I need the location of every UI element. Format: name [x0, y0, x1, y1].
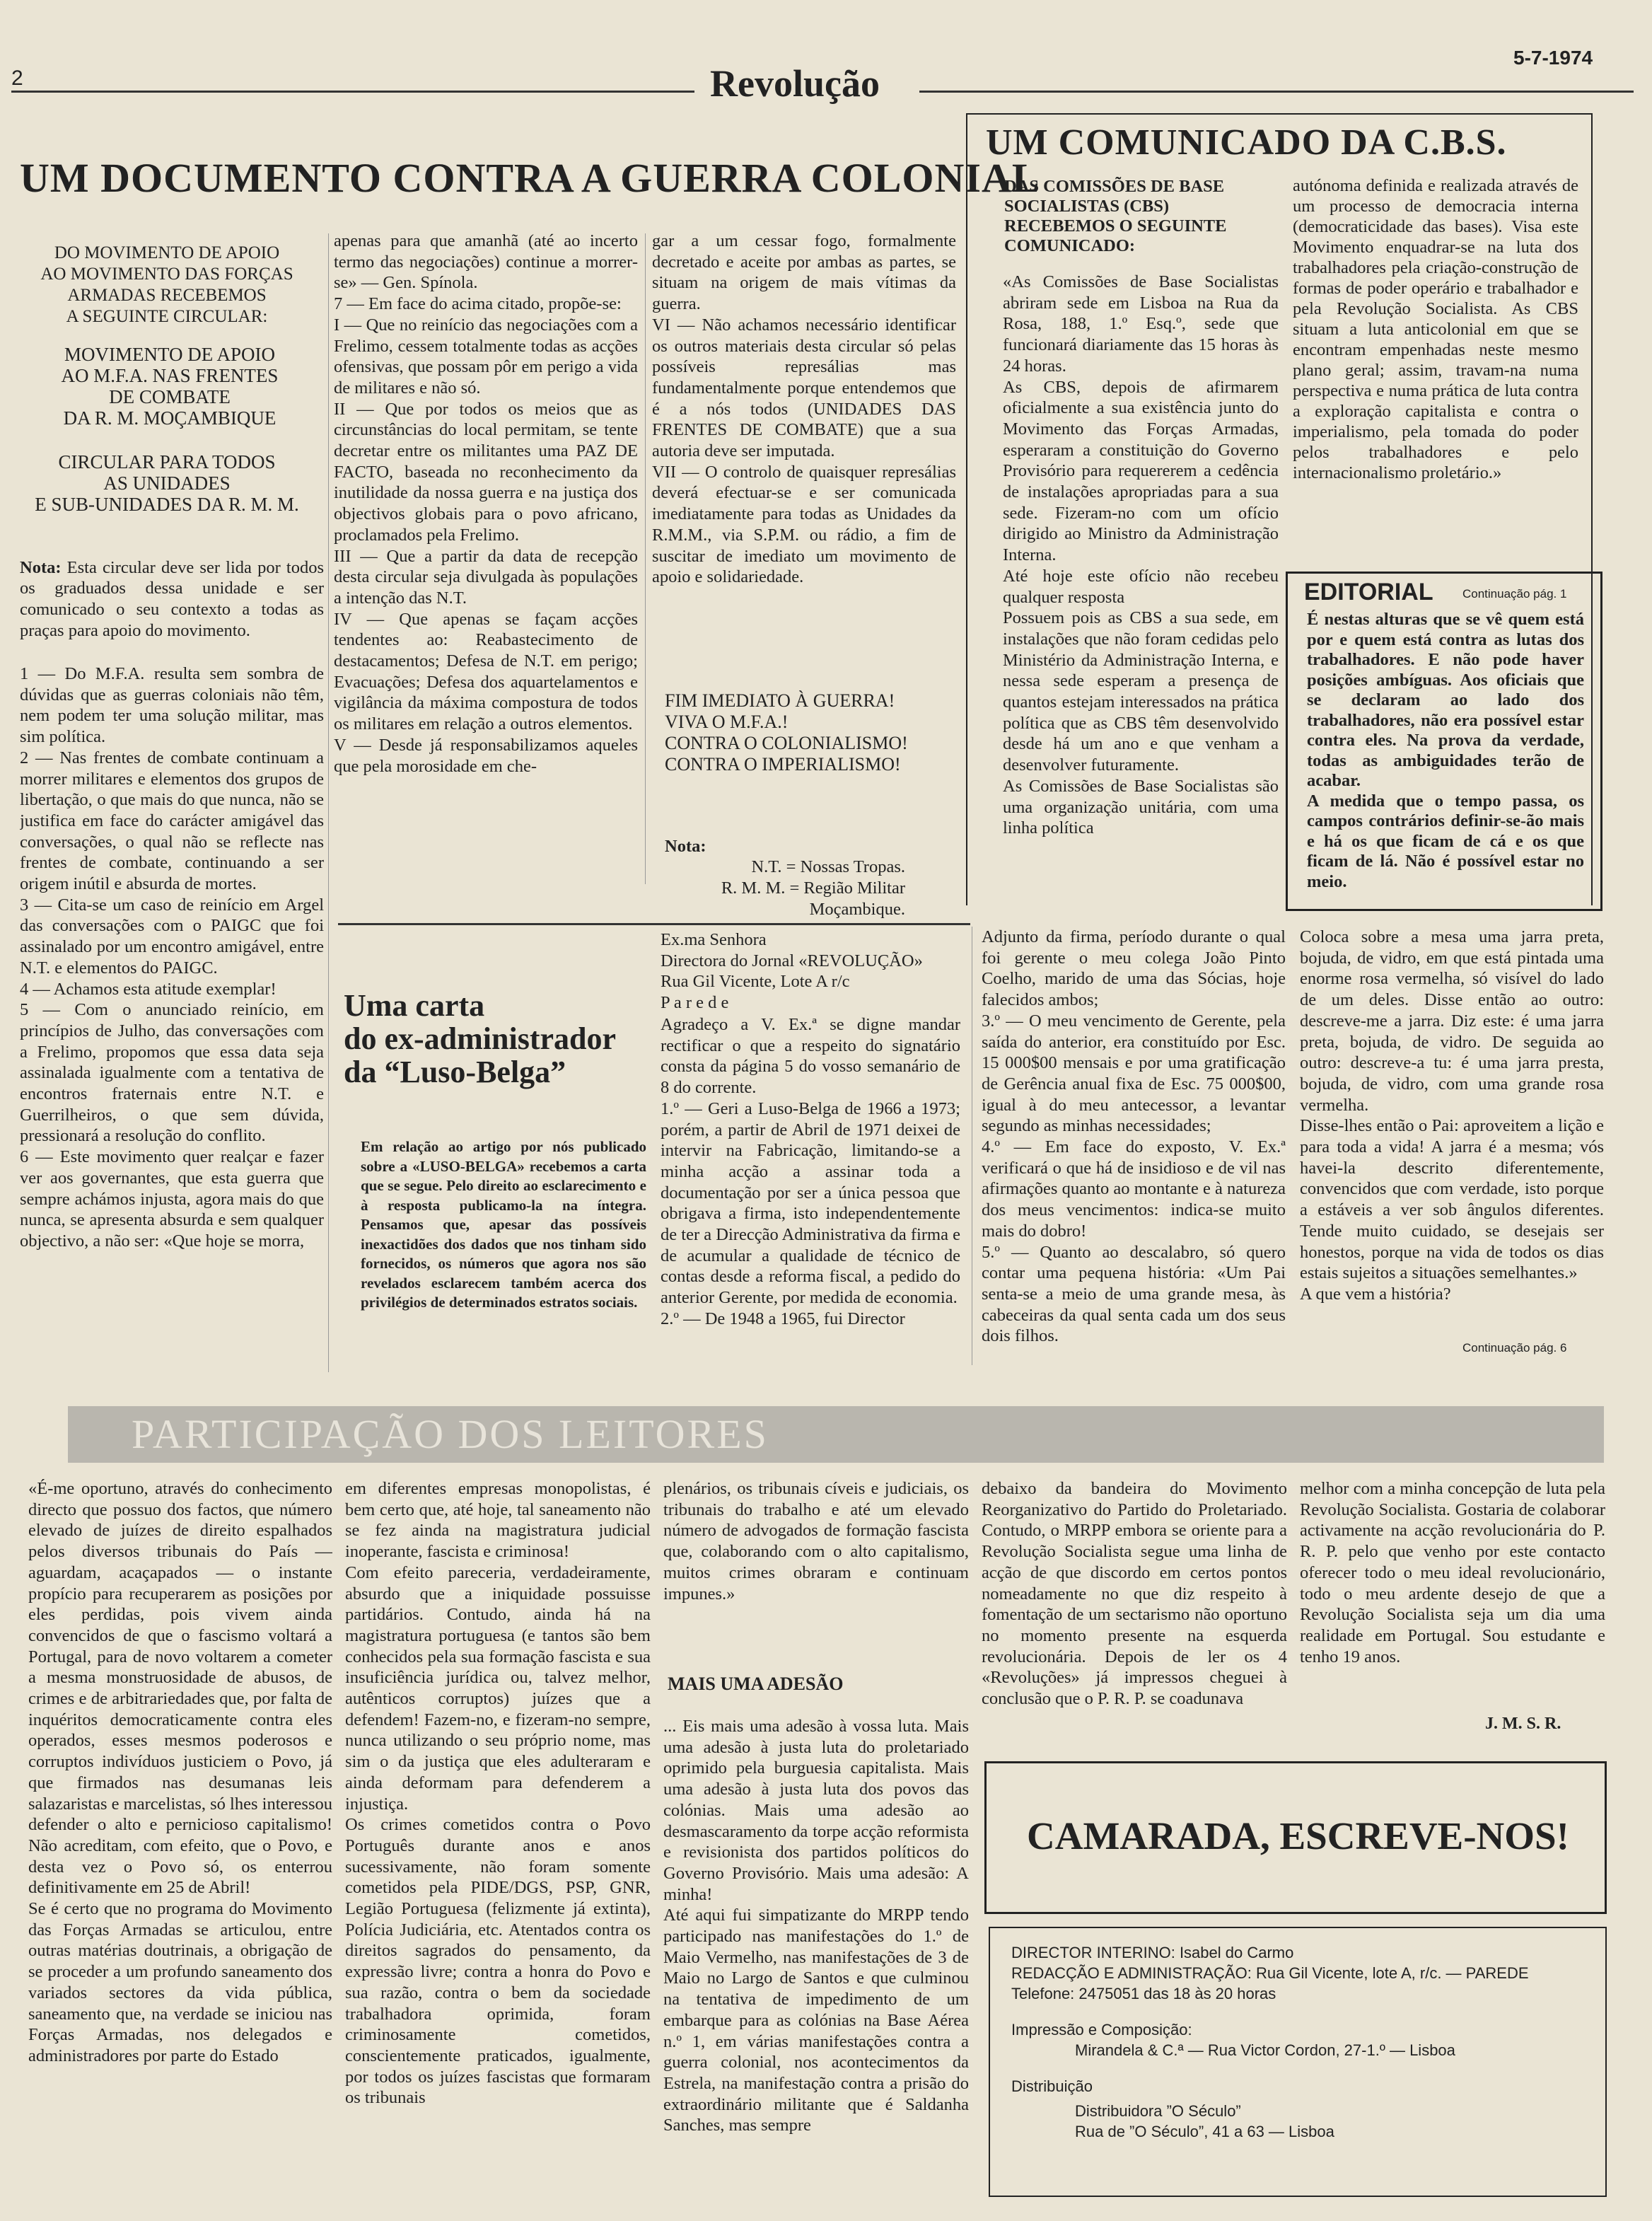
circular-heading: CIRCULAR PARA TODOS AS UNIDADES E SUB-UNIDADES DA R. M. M. [35, 451, 299, 515]
readers-col5-body: melhor com a minha concepção de luta pela Revolução Socialista. Gostaria de colaborar activamente na acção revolucionária do P. R. P. pelo que venho por este contacto oferecer todo o meu ideal revolucionário, todo o meu ardente desejo de que a Revolução Socialista seja um dia uma realidade em Portugal. Sou estudante e tenho 19 anos. [1300, 1479, 1605, 1666]
nota-label: Nota: [20, 557, 62, 577]
imprint-redaccao: REDACÇÃO E ADMINISTRAÇÃO: Rua Gil Vicente, lote A, r/c. — PAREDE [1011, 1964, 1529, 1982]
luso-belga-continuation: Continuação pág. 6 [1462, 1341, 1567, 1355]
imprint-distribuicao-label: Distribuição [1011, 2077, 1093, 2095]
header-rule-left [11, 91, 694, 93]
luso-belga-title: Uma carta do ex-administrador da “Luso-Belga” [344, 988, 616, 1089]
issue-date: 5-7-1974 [1513, 47, 1593, 69]
luso-belga-address: Ex.ma Senhora Directora do Jornal «REVOLUÇÃO» Rua Gil Vicente, Lote A r/c P a r e d e [661, 930, 923, 1013]
imprint-impressao: Mirandela & C.ª — Rua Victor Cordon, 27-1.º — Lisboa [1075, 2041, 1455, 2059]
imprint-distribuidora: Distribuidora ”O Século” [1075, 2102, 1241, 2120]
page-number: 2 [11, 66, 23, 90]
luso-belga-intro: Em relação ao artigo por nós publicado sobre a «LUSO-BELGA» recebemos a carta que se segue. Pelo direito ao esclarecimento e à resposta publicamo-la na íntegra. Pensamos que, apesar das possíveis inexactidões dos dados que nos tinham sido fornecidos, os números que agora nos são revelados esclarecem também acerca dos privilégios de determinados estratos sociais. [361, 1138, 646, 1311]
main-col1-body: 1 — Do M.F.A. resulta sem sombra de dúvidas que as guerras coloniais não têm, nem podem ter uma solução militar, mas sim política. 2 — Nas frentes de combate continuam a morrer militares e elementos dos grupos de libertação, o que mais do que nunca, não se justifica em face do carácter amigável das conversações, o qual não se reflecte nas frentes de combate, continuando a ser origem inútil e absurda de mortes. 3 — Cita-se um caso de reinício em Argel das conversações com o PAIGC que foi assinalado por um encontro amigável, entre N.T. e elementos do PAIGC. 4 — Achamos esta atitude exemplar! 5 — Com o anunciado reinício, em princípios de Julho, das conversações com a Frelimo, propomos que essa data seja assinalada igualmente com a tentativa de encontros fraternais entre N.T. e Guerrilheiros, o que sem dúvida, pressionará a resolução do conflito. 6 — Este movimento quer realçar e fazer ver aos governantes, que esta guerra que sempre achámos injusta, agora mais do que nunca, se apresenta absurda e sem qualquer objectivo, a não ser: «Que hoje se morra, [20, 664, 324, 1251]
editorial-continuation: Continuação pág. 1 [1462, 587, 1567, 601]
imprint-distribuidora-address: Rua de ”O Século”, 41 a 63 — Lisboa [1075, 2123, 1334, 2140]
adesao-heading: MAIS UMA ADESÃO [668, 1674, 844, 1694]
readers-col4-body: debaixo da bandeira do Movimento Reorganizativo do Partido do Proletariado. Contudo, o MRPP embora se oriente para a Revolução Socialista segue uma linha de acção de que discordo em certos pontos nomeadamente no que diz respeito à fomentação de um sectarismo não oportuno no momento presente na esquerda revolucionária. Depois de ler os 4 «Revoluções» já impressos cheguei à conclusão que o P. R. P. se coadunava [982, 1479, 1287, 1709]
luso-belga-col3-body: Coloca sobre a mesa uma jarra preta, bojuda, de vidro, em que está pintada uma enorme rosa vermelha, só visível do lado de um deles. Disse então ao outro: descreve-me a jarra. Diz este: é uma jarra preta, bojuda, de vidro. De seguida ao outro: descreve-a tu: é uma jarra presta, bojuda, de vidro, com uma grande rosa vermelha. Disse-lhes então o Pai: aproveitem a lição e para toda a vida! A jarra é a mesma; vós havei-la descrito diferentemente, convencidos que com verdade, isto porque a estáveis a ver sob ângulos diferentes. Tende muito cuidado, se desejais ser honestos, porque na vida de todos os dias estais sujeitos a situações semelhantes.» A que vem a história? [1300, 927, 1604, 1304]
slogans: FIM IMEDIATO À GUERRA! VIVA O M.F.A.! CONTRA O COLONIALISMO! CONTRA O IMPERIALISMO! [665, 690, 908, 775]
nota-text: Esta circular deve ser lida por todos os graduados dessa unidade e ser comunicado o seu contexto a todas as praças para apoio do movimento. [20, 557, 324, 640]
editorial-body: É nestas alturas que se vê quem está por e quem está contra as lutas dos trabalhadores. E não pode haver posições ambíguas. Aos oficiais que se declaram ao lado dos trabalhadores, não era possível estar contra eles. Na prova da verdade, todas as ambiguidades terão de acabar. A medida que o tempo passa, os campos contrários definir-se-ão mais e há os que ficam de cá e os que ficam de lá. Não é possível estar no meio. [1307, 610, 1584, 891]
nota2-text: N.T. = Nossas Tropas. R. M. M. = Região Militar Moçambique. [721, 857, 905, 919]
intro-heading: DO MOVIMENTO DE APOIO AO MOVIMENTO DAS FORÇAS ARMADAS RECEBEMOS A SEGUINTE CIRCULAR: [40, 243, 293, 326]
main-col2-body: apenas para que amanhã (até ao incerto termo das negociações) continue a morrer-se» — Gen. Spínola. 7 — Em face do acima citado, propõe-se: I — Que no reinício das negociações com a Frelimo, cessem totalmente todas as acções ofensivas, que possam pôr em perigo a vida de militares e não só. II — Que por todos os meios que as circunstâncias do local permitam, se tente decretar entre os militantes uma PAZ DE FACTO, baseada no reconhecimento da inutilidade da nossa guerra e na justiça dos objectivos globais para o povo africano, proclamados pela Frelimo. III — Que a partir da data de recepção desta circular seja divulgada às populações a intenção das N.T. IV — Que apenas se façam acções tendentes ao: Reabastecimento de destacamentos; Defesa de N.T. em perigo; Evacuações; Defesa dos aquartelamentos e vigilância da máxima compostura de todos os militares em relação a outros elementos. V — Desde já responsabilizamos aqueles que pela morosidade em che- [334, 231, 638, 776]
imprint-impressao-label: Impressão e Composição: [1011, 2021, 1192, 2039]
readers-col3-body: plenários, os tribunais cíveis e judiciais, os tribunais do trabalho e até um elevado número de advogados de formação fascista que, colaborando com o alto capitalismo, muitos crimes obraram e continuam impunes.» [663, 1479, 969, 1604]
main-col3-body: gar a um cessar fogo, formalmente decretado e aceite por ambas as partes, se situam na origem de mais vítimas da guerra. VI — Não achamos necessário identificar os outros materiais desta circular só pelas possíveis represálias mas fundamentalmente porque entendemos que é a nós todos (UNIDADES DAS FRENTES DE COMBATE) que a sua autoria deve ser imputada. VII — O controlo de quaisquer represálias deverá efectuar-se e ser comunicada imediatamente para todas as Unidades da R.M.M., via S.P.M. ou rádio, a fim de suscitar de imediato um movimento de apoio e solidariedade. [652, 231, 956, 587]
imprint-telefone: Telefone: 2475051 das 18 às 20 horas [1011, 1985, 1276, 2002]
cbs-lead: DAS COMISSÕES DE BASE SOCIALISTAS (CBS) RECEBEMOS O SEGUINTE COMUNICADO: [1004, 177, 1227, 255]
col-divider-2 [645, 233, 646, 884]
nota2-label: Nota: [665, 836, 706, 856]
cbs-col1-body: «As Comissões de Base Socialistas abriram sede em Lisboa na Rua da Rosa, 188, 1.º Esq.º, sede que funcionará diariamente das 15 horas às 24 horas. As CBS, depois de afirmarem oficialmente a sua existência junto do Movimento das Forças Armadas, esperaram a constituição do Governo Provisório para requererem a cedência de instalações apropriadas para a sua sede. Fizeram-no com um ofício dirigido ao Ministro da Administração Interna. Até hoje este ofício não recebeu qualquer resposta Possuem pois as CBS a sua sede, em instalações que não foram cedidas pelo Ministério da Administração Interna, e nessa sede esperam a presença de quantos estejam interessados na prática política que as CBS têm desenvolvido desde há um ano e que venham a desenvolver futuramente. As Comissões de Base Socialistas são uma organização unitária, com uma linha política [1003, 272, 1279, 838]
nota2 [665, 815, 962, 920]
nota-paragraph [20, 536, 324, 642]
luso-belga-col2-body: Adjunto da firma, período durante o qual foi gerente o meu colega João Pinto Coelho, marido de uma das Sócias, hoje falecidos ambos; 3.º — O meu vencimento de Gerente, pela saída do anterior, era constituído por Esc. 15 000$00 mensais e por uma gratificação de Gerência anual fixa de Esc. 75 000$00, igual à do meu antecessor, a levantar segundo as minhas necessidades; 4.º — Em face do exposto, V. Ex.ª verificará o que há de insidioso e de vil nas afirmações quanto ao montante e à natureza dos meus vencimentos: indica-se muito mais do dobro! 5.º — Quanto ao descalabro, só quero contar uma pequena história: «Um Pai senta-se a meio de uma grande mesa, às cabeceiras da qual senta cada um dos seus dois filhos. [982, 927, 1286, 1346]
main-article-bottom-rule [338, 923, 970, 925]
cbs-col2-body: autónoma definida e realizada através de um processo de democracia interna (democraticidade das bases). Visa este Movimento enquadrar-se na luta dos trabalhadores pela criação-construção de formas de poder operário e trabalhador e pela Revolução Socialista. As CBS situam a luta anticolonial em que se encontram empenhadas neste mesmo plano geral; assim, travam-na numa perspectiva e numa prática de luta contra a exploração capitalista e contra o imperialismo, pela tomada do poder pelos trabalhadores e pelo internacionalismo proletário.» [1293, 176, 1578, 482]
readers-col1-body: «É-me oportuno, através do conhecimento directo que possuo dos factos, que número elevado de juízes de direito espalhados pelos diversos tribunais do País — aguardam, acaçapados — o instante propício para recuperarem as posições por eles perdidas, pois vivem ainda convencidos de que o fascismo voltará a Portugal, para de novo voltarem a cometer a mesma monstruosidade de abusos, de crimes e de arbitrariedades que, por falta de inquéritos democraticamente contra eles operados, esses mesmos poderosos e corruptos indivíduos justiciem o Povo, já que firmados nas desumanas leis salazaristas e marcelistas, só lhes interessou defender o alto e pernicioso capitalismo! Não acreditam, com efeito, que o Povo, e desta vez o Povo só, os enterrou definitivamente em 25 de Abril! Se é certo que no programa do Movimento das Forças Armadas se articulou, entre outras matérias doutrinais, a obrigação de se proceder a um profundo saneamento dos variados sectores da vida pública, saneamento que, na verdade se iniciou nas Forças Armadas, nos delegados e administradores por parte do Estado [28, 1479, 332, 2065]
escreve-text: CAMARADA, ESCREVE-NOS! [1027, 1814, 1569, 1857]
cbs-title: UM COMUNICADO DA C.B.S. [986, 122, 1507, 163]
masthead: Revolução [710, 62, 880, 105]
main-article-title: UM DOCUMENTO CONTRA A GUERRA COLONIAL [20, 155, 1040, 201]
readers-col2-body: em diferentes empresas monopolistas, é bem certo que, até hoje, tal saneamento não se fez ainda na magistratura judicial inoperante, fascista e criminosa! Com efeito pareceria, verdadeiramente, absurdo que a iniquidade possuisse partidários. Contudo, ainda há na magistratura portuguesa (e tantos são bem conhecidos pela sua formação fascista e sua insuficiência jurídica ou, talvez melhor, autênticos corruptos) juízes que a defendem! Fazem-no, e fizeram-no sempre, nunca utilizando o seu próprio nome, mas sim o da justiça que eles adulteraram e ainda deformam para defenderem a injustiça. Os crimes cometidos contra o Povo Português durante anos e anos sucessivamente, não foram somente cometidos pela PIDE/DGS, PSP, GNR, Legião Portuguesa (felizmente já extinta), Polícia Judiciária, etc. Atentados contra os direitos sagrados do pensamento, da expressão livre; contra a honra do Povo e sua razão, contra o bem da sociedade trabalhadora oprimida, foram criminosamente cometidos, conscientemente praticados, igualmente, por todos os juízes fascistas que formaram os tribunais [345, 1479, 651, 2108]
readers-signature: J. M. S. R. [1485, 1715, 1561, 1733]
imprint-director: DIRECTOR INTERINO: Isabel do Carmo [1011, 1944, 1294, 1961]
luso-belga-col1-body: Agradeço a V. Ex.ª se digne mandar rectificar o que a respeito do signatário consta da página 5 do vosso semanário de 8 do corrente. 1.º — Geri a Luso-Belga de 1966 a 1973; porém, a partir de Abril de 1971 deixei de intervir na Fabricação, limitando-se a minha acção a assinar toda a documentação por ser a única pessoa que obrigava a firma, isto independentemente de ter a Direcção Administrativa da firma e de acumular a qualidade de técnico de contas desde a reforma fiscal, a pedido do anterior Gerente, por medida de economia. 2.º — De 1948 a 1965, fui Director [661, 1015, 960, 1328]
sub-heading: MOVIMENTO DE APOIO AO M.F.A. NAS FRENTES DE COMBATE DA R. M. MOÇAMBIQUE [61, 344, 279, 429]
header-rule-right [919, 91, 1634, 93]
readers-banner: PARTICIPAÇÃO DOS LEITORES [68, 1406, 1604, 1463]
col-divider-1 [328, 233, 329, 1372]
editorial-label: EDITORIAL [1304, 579, 1433, 605]
imprint-block [1011, 1942, 1598, 2142]
adesao-body: ... Eis mais uma adesão à vossa luta. Mais uma adesão à justa luta do proletariado oprimido pela burguesia capitalista. Mais uma adesão à justa luta dos povos das colónias. Mais uma adesão ao desmascaramento da torpe acção reformista e revisionista dos partidos políticos do Governo Provisório. Mais uma adesão: A minha! Até aqui fui simpatizante do MRPP tendo participado nas manifestações do 1.º de Maio Vermelho, nas manifestações de 3 de Maio no Largo de Santos e que culminou na tentativa de impedimento de um embarque para as colónias na Base Aérea n.º 1, em várias manifestações contra a guerra colonial, nos acontecimentos da Estrela, na manifestação contra a prisão do extraordinário militante que é Saldanha Sanches, mas sempre [663, 1717, 969, 2135]
